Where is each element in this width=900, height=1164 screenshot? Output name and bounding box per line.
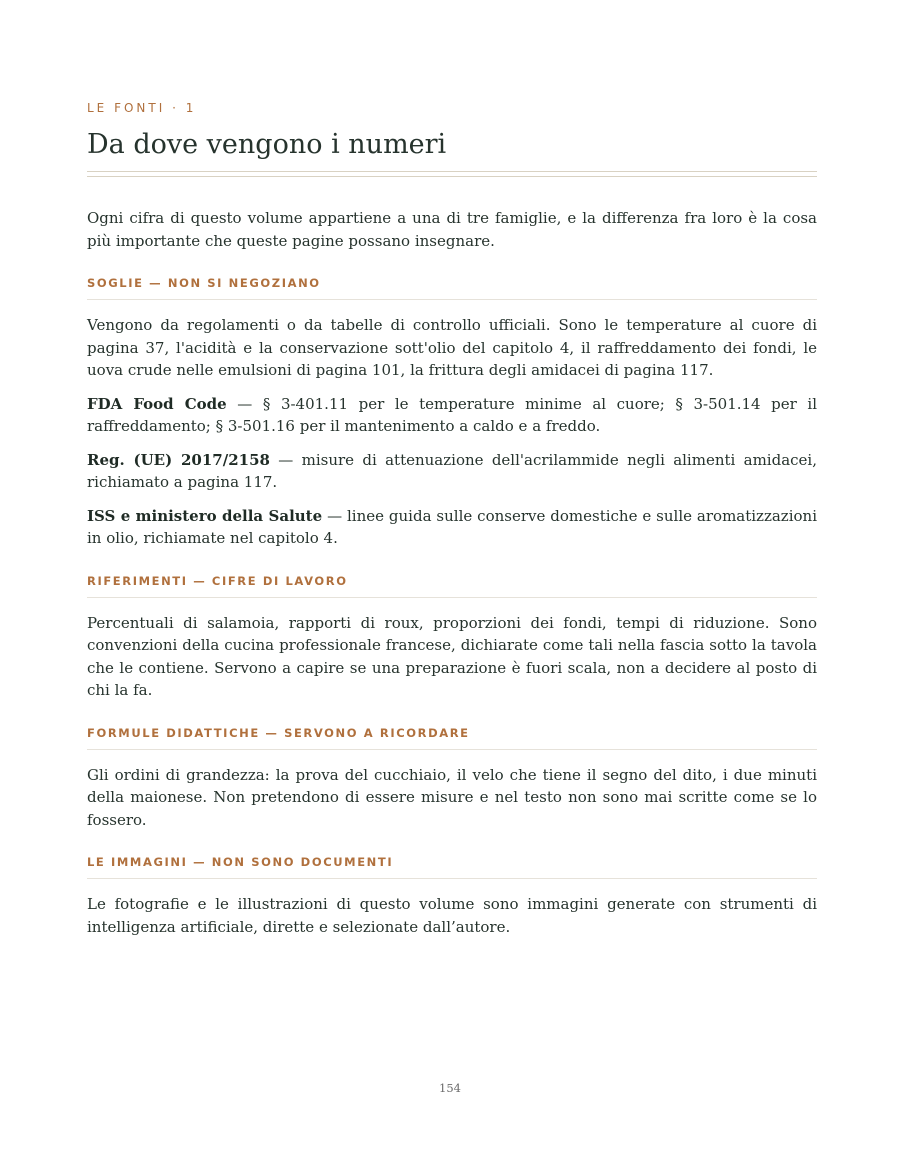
source-description: — misure di attenuazione dell'acrilammide negli alimenti amidacei, richiamato a pagina 117. xyxy=(87,450,817,491)
section-soglie xyxy=(87,276,817,550)
page-title: Da dove vengono i numeri xyxy=(87,129,447,160)
section-immagini xyxy=(87,855,817,938)
source-description: — § 3-401.11 per le temperature minime al cuore; § 3-501.14 per il raffreddamento; § 3-501.16 per il mantenimento a caldo e a freddo. xyxy=(87,394,818,435)
section-paragraph: Vengono da regolamenti o da tabelle di controllo ufficiali. Sono le temperature al cuore di pagina 37, l'acidità e la conservazione sott'olio del capitolo 4, il raffreddamento dei fondi, le uova crude nelle emulsioni di pagina 101, la frittura degli amidacei di pagina 117. xyxy=(87,316,817,379)
source-entry xyxy=(87,505,817,550)
source-term: ISS e ministero della Salute xyxy=(87,506,323,525)
section-heading: FORMULE DIDATTICHE — SERVONO A RICORDARE xyxy=(87,726,817,750)
source-entry xyxy=(87,393,817,438)
title-divider xyxy=(87,171,817,177)
body-text xyxy=(87,207,817,962)
intro-paragraph: Ogni cifra di questo volume appartiene a una di tre famiglie, e la differenza fra loro è la cosa più importante che queste pagine possano insegnare. xyxy=(87,209,817,250)
section-heading: SOGLIE — NON SI NEGOZIANO xyxy=(87,276,817,300)
source-term: FDA Food Code xyxy=(87,394,227,413)
source-entry xyxy=(87,449,817,494)
section-paragraph: Le fotografie e le illustrazioni di questo volume sono immagini generate con strumenti di intelligenza artificiale, dirette e selezionate dall’autore. xyxy=(87,895,817,936)
page-number: 154 xyxy=(439,1081,461,1095)
section-paragraph: Gli ordini di grandezza: la prova del cucchiaio, il velo che tiene il segno del dito, i due minuti della maionese. Non pretendono di essere misure e nel testo non sono mai scritte come se lo fossero. xyxy=(87,765,817,829)
section-heading: LE IMMAGINI — NON SONO DOCUMENTI xyxy=(87,855,817,879)
source-term: Reg. (UE) 2017/2158 xyxy=(87,450,270,469)
source-description: — linee guida sulle conserve domestiche e sulle aromatizzazioni in olio, richiamate nel capitolo 4. xyxy=(87,506,817,547)
section-paragraph: Percentuali di salamoia, rapporti di roux, proporzioni dei fondi, tempi di riduzione. Sono convenzioni della cucina professionale francese, dichiarate come tali nella fascia sotto la tavola che le contiene. Servono a capire se una preparazione è fuori scala, non a decidere al posto di chi la fa. xyxy=(87,613,817,699)
chapter-kicker: LE FONTI · 1 xyxy=(87,101,197,115)
section-riferimenti xyxy=(87,574,817,702)
section-heading: RIFERIMENTI — CIFRE DI LAVORO xyxy=(87,574,817,598)
section-formule xyxy=(87,726,817,832)
